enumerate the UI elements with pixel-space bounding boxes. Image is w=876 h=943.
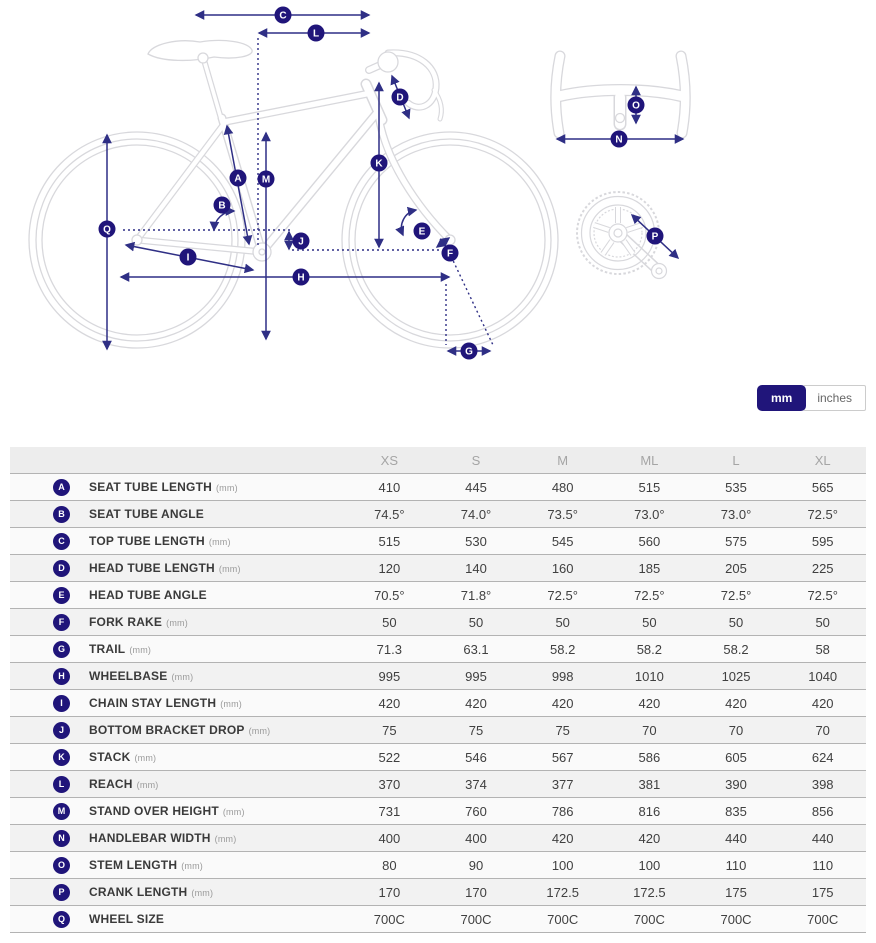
- size-value-cell: 374: [465, 776, 487, 792]
- size-value-cell: 185: [638, 560, 661, 576]
- row-unit-text: (mm): [214, 834, 237, 844]
- size-value-cell: 175: [725, 884, 747, 900]
- size-column-header: XS: [380, 452, 398, 468]
- table-row: [10, 527, 866, 554]
- row-label-text: REACH (mm): [89, 777, 159, 791]
- row-unit-text: (mm): [215, 483, 238, 493]
- svg-text:O: O: [632, 100, 640, 112]
- svg-text:F: F: [446, 248, 454, 260]
- size-value-cell: 700C: [373, 911, 405, 927]
- unit-toggle-row: [0, 385, 876, 413]
- row-label-text: SEAT TUBE LENGTH (mm): [89, 480, 238, 494]
- row-label-cell: [10, 830, 346, 847]
- size-value-cell: 70: [642, 722, 657, 738]
- row-letter-badge: C: [53, 533, 70, 550]
- unit-toggle: [757, 385, 866, 411]
- table-row: [10, 743, 866, 770]
- size-value-cell: 73.0°: [634, 506, 665, 522]
- svg-text:M: M: [261, 174, 271, 186]
- row-letter-badge: O: [53, 857, 70, 874]
- size-value-cell: 72.5°: [807, 587, 838, 603]
- size-value-cell: 995: [378, 668, 401, 684]
- size-value-cell: 110: [725, 857, 747, 873]
- size-value-cell: 58.2: [550, 641, 576, 657]
- table-row: [10, 608, 866, 635]
- size-value-cell: 400: [378, 830, 401, 846]
- table-row: [10, 851, 866, 878]
- diagram-badge-m: [258, 171, 275, 188]
- size-value-cell: 515: [638, 479, 661, 495]
- size-value-cell: 398: [811, 776, 834, 792]
- size-value-cell: 565: [811, 479, 834, 495]
- row-unit-text: (mm): [171, 672, 194, 682]
- size-value-cell: 480: [551, 479, 574, 495]
- row-letter-badge: L: [53, 776, 70, 793]
- svg-text:G: G: [465, 346, 473, 358]
- table-row: [10, 635, 866, 662]
- size-value-cell: 420: [465, 695, 487, 711]
- table-row: [10, 716, 866, 743]
- row-label-text: STACK (mm): [89, 750, 157, 764]
- size-value-cell: 71.8°: [460, 587, 492, 603]
- size-value-cell: 50: [815, 614, 830, 630]
- size-value-cell: 1040: [808, 668, 838, 684]
- size-value-cell: 530: [465, 533, 487, 549]
- svg-text:N: N: [615, 134, 623, 146]
- size-value-cell: 816: [638, 803, 661, 819]
- size-value-cell: 760: [465, 803, 487, 819]
- svg-text:I: I: [186, 252, 190, 264]
- size-value-cell: 58.2: [723, 641, 749, 657]
- row-letter-badge: K: [53, 749, 70, 766]
- table-row: [10, 797, 866, 824]
- size-value-cell: 700C: [547, 911, 579, 927]
- size-value-cell: 72.5°: [807, 506, 838, 522]
- size-value-cell: 100: [638, 857, 661, 873]
- size-value-cell: 170: [465, 884, 487, 900]
- table-row: [10, 878, 866, 905]
- size-value-cell: 50: [555, 614, 570, 630]
- size-value-cell: 58.2: [636, 641, 662, 657]
- size-value-cell: 545: [551, 533, 574, 549]
- size-column-header: XL: [814, 452, 831, 468]
- row-unit-text: (mm): [129, 645, 152, 655]
- size-value-cell: 172.5: [546, 884, 579, 900]
- size-value-cell: 70.5°: [374, 587, 405, 603]
- size-value-cell: 75: [468, 722, 484, 738]
- diagram-badge-d: [392, 89, 409, 106]
- size-value-cell: 71.3: [376, 641, 402, 657]
- size-value-cell: 70: [728, 722, 744, 738]
- row-label-text: STAND OVER HEIGHT (mm): [89, 804, 245, 818]
- row-letter-badge: B: [53, 506, 70, 523]
- row-label-text: HEAD TUBE ANGLE: [89, 588, 207, 602]
- row-unit-text: (mm): [218, 564, 241, 574]
- size-value-cell: 700C: [720, 911, 752, 927]
- size-value-cell: 420: [551, 830, 574, 846]
- row-unit-text: (mm): [191, 888, 214, 898]
- row-label-cell: [10, 533, 346, 550]
- row-label-cell: [10, 749, 346, 766]
- row-label-text: SEAT TUBE ANGLE: [89, 507, 205, 521]
- size-value-cell: 700C: [633, 911, 665, 927]
- row-label-cell: [10, 614, 346, 631]
- table-row: [10, 473, 866, 500]
- svg-text:D: D: [396, 92, 404, 104]
- row-label-cell: [10, 641, 346, 658]
- row-letter-badge: F: [53, 614, 70, 631]
- svg-text:C: C: [279, 10, 287, 22]
- row-label-cell: [10, 776, 346, 793]
- svg-text:Q: Q: [103, 224, 111, 236]
- svg-text:J: J: [298, 236, 304, 248]
- size-value-cell: 998: [551, 668, 574, 684]
- row-label-text: TRAIL (mm): [89, 642, 152, 656]
- table-row: [10, 905, 866, 932]
- size-value-cell: 74.0°: [460, 506, 492, 522]
- size-value-cell: 420: [811, 695, 834, 711]
- row-letter-badge: A: [53, 479, 70, 496]
- row-label-cell: [10, 857, 346, 874]
- size-value-cell: 440: [725, 830, 747, 846]
- inches-toggle-button[interactable]: inches: [803, 385, 866, 411]
- diagram-badge-q: [99, 221, 116, 238]
- row-unit-text: (mm): [222, 807, 245, 817]
- svg-text:K: K: [375, 158, 383, 170]
- size-value-cell: 420: [378, 695, 401, 711]
- table-row: [10, 581, 866, 608]
- size-value-cell: 110: [812, 857, 834, 873]
- saddle-icon: [148, 40, 252, 63]
- diagram-badge-o: [628, 97, 645, 114]
- size-column-header: L: [732, 452, 740, 468]
- size-value-cell: 50: [468, 614, 484, 630]
- diagram-badge-e: [414, 223, 431, 240]
- row-label-text: TOP TUBE LENGTH (mm): [89, 534, 231, 548]
- row-unit-text: (mm): [208, 537, 231, 547]
- row-label-text: HANDLEBAR WIDTH (mm): [89, 831, 237, 845]
- table-row: [10, 662, 866, 689]
- row-label-cell: [10, 587, 346, 604]
- row-label-text: HEAD TUBE LENGTH (mm): [89, 561, 241, 575]
- diagram-badge-c: [275, 7, 292, 24]
- geometry-table: [10, 447, 866, 933]
- size-value-cell: 377: [551, 776, 574, 792]
- row-letter-badge: I: [53, 695, 70, 712]
- row-unit-text: (mm): [181, 861, 203, 871]
- size-value-cell: 50: [642, 614, 657, 630]
- size-value-cell: 786: [551, 803, 574, 819]
- geometry-table-header: [10, 447, 866, 473]
- size-value-cell: 400: [465, 830, 487, 846]
- geometry-table-body: [10, 473, 866, 932]
- size-value-cell: 605: [725, 749, 747, 765]
- row-unit-text: (mm): [136, 780, 159, 790]
- row-label-text: BOTTOM BRACKET DROP (mm): [89, 723, 271, 737]
- size-value-cell: 390: [725, 776, 747, 792]
- size-value-cell: 420: [725, 695, 747, 711]
- size-value-cell: 73.5°: [547, 506, 578, 522]
- table-row: [10, 500, 866, 527]
- size-value-cell: 72.5°: [634, 587, 665, 603]
- row-unit-text: (mm): [134, 753, 157, 763]
- diagram-badge-h: [293, 269, 310, 286]
- size-value-cell: 80: [382, 857, 397, 873]
- row-letter-badge: N: [53, 830, 70, 847]
- size-value-cell: 420: [551, 695, 574, 711]
- svg-text:A: A: [234, 173, 242, 185]
- size-value-cell: 515: [378, 533, 401, 549]
- size-value-cell: 624: [811, 749, 834, 765]
- size-value-cell: 58: [815, 641, 830, 657]
- diagram-badge-p: [647, 228, 664, 245]
- table-row: [10, 689, 866, 716]
- row-label-text: CHAIN STAY LENGTH (mm): [89, 696, 242, 710]
- size-value-cell: 440: [811, 830, 834, 846]
- size-value-cell: 856: [811, 803, 834, 819]
- size-value-cell: 420: [638, 695, 661, 711]
- svg-text:P: P: [651, 231, 659, 243]
- table-row: [10, 824, 866, 851]
- diagram-badge-f: [442, 245, 459, 262]
- row-label-text: WHEEL SIZE: [89, 912, 165, 926]
- size-value-cell: 74.5°: [374, 506, 405, 522]
- size-value-cell: 575: [725, 533, 747, 549]
- size-value-cell: 50: [382, 614, 397, 630]
- bike-frame-icon: [137, 53, 685, 271]
- size-value-cell: 75: [555, 722, 570, 738]
- size-value-cell: 995: [465, 668, 487, 684]
- size-value-cell: 700C: [460, 911, 492, 927]
- size-value-cell: 586: [638, 749, 661, 765]
- svg-text:H: H: [297, 272, 305, 284]
- size-value-cell: 225: [811, 560, 834, 576]
- size-value-cell: 546: [465, 749, 487, 765]
- row-letter-badge: Q: [53, 911, 70, 928]
- size-value-cell: 73.0°: [720, 506, 752, 522]
- row-label-cell: [10, 560, 346, 577]
- size-value-cell: 140: [465, 560, 487, 576]
- size-value-cell: 700C: [807, 911, 839, 927]
- row-letter-badge: D: [53, 560, 70, 577]
- table-row: [10, 770, 866, 797]
- row-label-text: STEM LENGTH (mm): [89, 858, 203, 872]
- size-value-cell: 205: [725, 560, 747, 576]
- bike-geometry-diagram: [0, 0, 876, 375]
- diagram-badge-n: [611, 131, 628, 148]
- size-value-cell: 567: [551, 749, 574, 765]
- size-value-cell: 560: [638, 533, 661, 549]
- row-letter-badge: E: [53, 587, 70, 604]
- size-value-cell: 75: [382, 722, 397, 738]
- row-label-cell: [10, 722, 346, 739]
- size-value-cell: 1025: [721, 668, 751, 684]
- size-value-cell: 160: [551, 560, 574, 576]
- size-value-cell: 72.5°: [547, 587, 578, 603]
- row-label-cell: [10, 668, 346, 685]
- size-value-cell: 120: [378, 560, 401, 576]
- row-label-cell: [10, 884, 346, 901]
- table-row: [10, 554, 866, 581]
- diagram-badge-b: [214, 197, 231, 214]
- bike-diagram-svg: [0, 0, 876, 375]
- size-value-cell: 381: [638, 776, 661, 792]
- size-column-header: S: [471, 452, 481, 468]
- size-column-header: ML: [640, 452, 659, 468]
- diagram-badge-i: [180, 249, 197, 266]
- size-value-cell: 175: [811, 884, 834, 900]
- diagram-badge-j: [293, 233, 310, 250]
- size-value-cell: 90: [468, 857, 484, 873]
- row-letter-badge: H: [53, 668, 70, 685]
- row-label-cell: [10, 911, 346, 928]
- row-unit-text: (mm): [166, 618, 188, 628]
- mm-toggle-button[interactable]: mm: [757, 385, 806, 411]
- size-value-cell: 370: [378, 776, 401, 792]
- svg-text:B: B: [218, 200, 226, 212]
- diagram-badge-l: [308, 25, 325, 42]
- row-label-text: WHEELBASE (mm): [89, 669, 194, 683]
- size-value-cell: 731: [378, 803, 401, 819]
- diagram-badge-k: [371, 155, 388, 172]
- row-unit-text: (mm): [220, 699, 242, 709]
- size-value-cell: 1010: [634, 668, 664, 684]
- size-value-cell: 63.1: [463, 641, 489, 657]
- row-label-text: CRANK LENGTH (mm): [89, 885, 214, 899]
- size-value-cell: 170: [378, 884, 401, 900]
- size-value-cell: 420: [638, 830, 661, 846]
- row-label-text: FORK RAKE (mm): [89, 615, 188, 629]
- diagram-badge-g: [461, 343, 478, 360]
- row-letter-badge: J: [53, 722, 70, 739]
- size-value-cell: 50: [728, 614, 744, 630]
- size-value-cell: 535: [725, 479, 747, 495]
- size-value-cell: 445: [465, 479, 487, 495]
- row-label-cell: [10, 695, 346, 712]
- size-value-cell: 70: [815, 722, 830, 738]
- svg-text:E: E: [418, 226, 426, 238]
- row-letter-badge: M: [53, 803, 70, 820]
- size-value-cell: 522: [378, 749, 401, 765]
- row-letter-badge: G: [53, 641, 70, 658]
- size-value-cell: 72.5°: [720, 587, 752, 603]
- row-unit-text: (mm): [248, 726, 271, 736]
- size-column-header: M: [557, 452, 569, 468]
- svg-text:L: L: [312, 28, 320, 40]
- row-label-cell: [10, 479, 346, 496]
- diagram-badge-a: [230, 170, 247, 187]
- size-value-cell: 835: [725, 803, 747, 819]
- row-label-cell: [10, 506, 346, 523]
- size-value-cell: 100: [551, 857, 574, 873]
- size-value-cell: 172.5: [633, 884, 666, 900]
- row-label-cell: [10, 803, 346, 820]
- size-value-cell: 410: [378, 479, 401, 495]
- row-letter-badge: P: [53, 884, 70, 901]
- size-value-cell: 595: [811, 533, 834, 549]
